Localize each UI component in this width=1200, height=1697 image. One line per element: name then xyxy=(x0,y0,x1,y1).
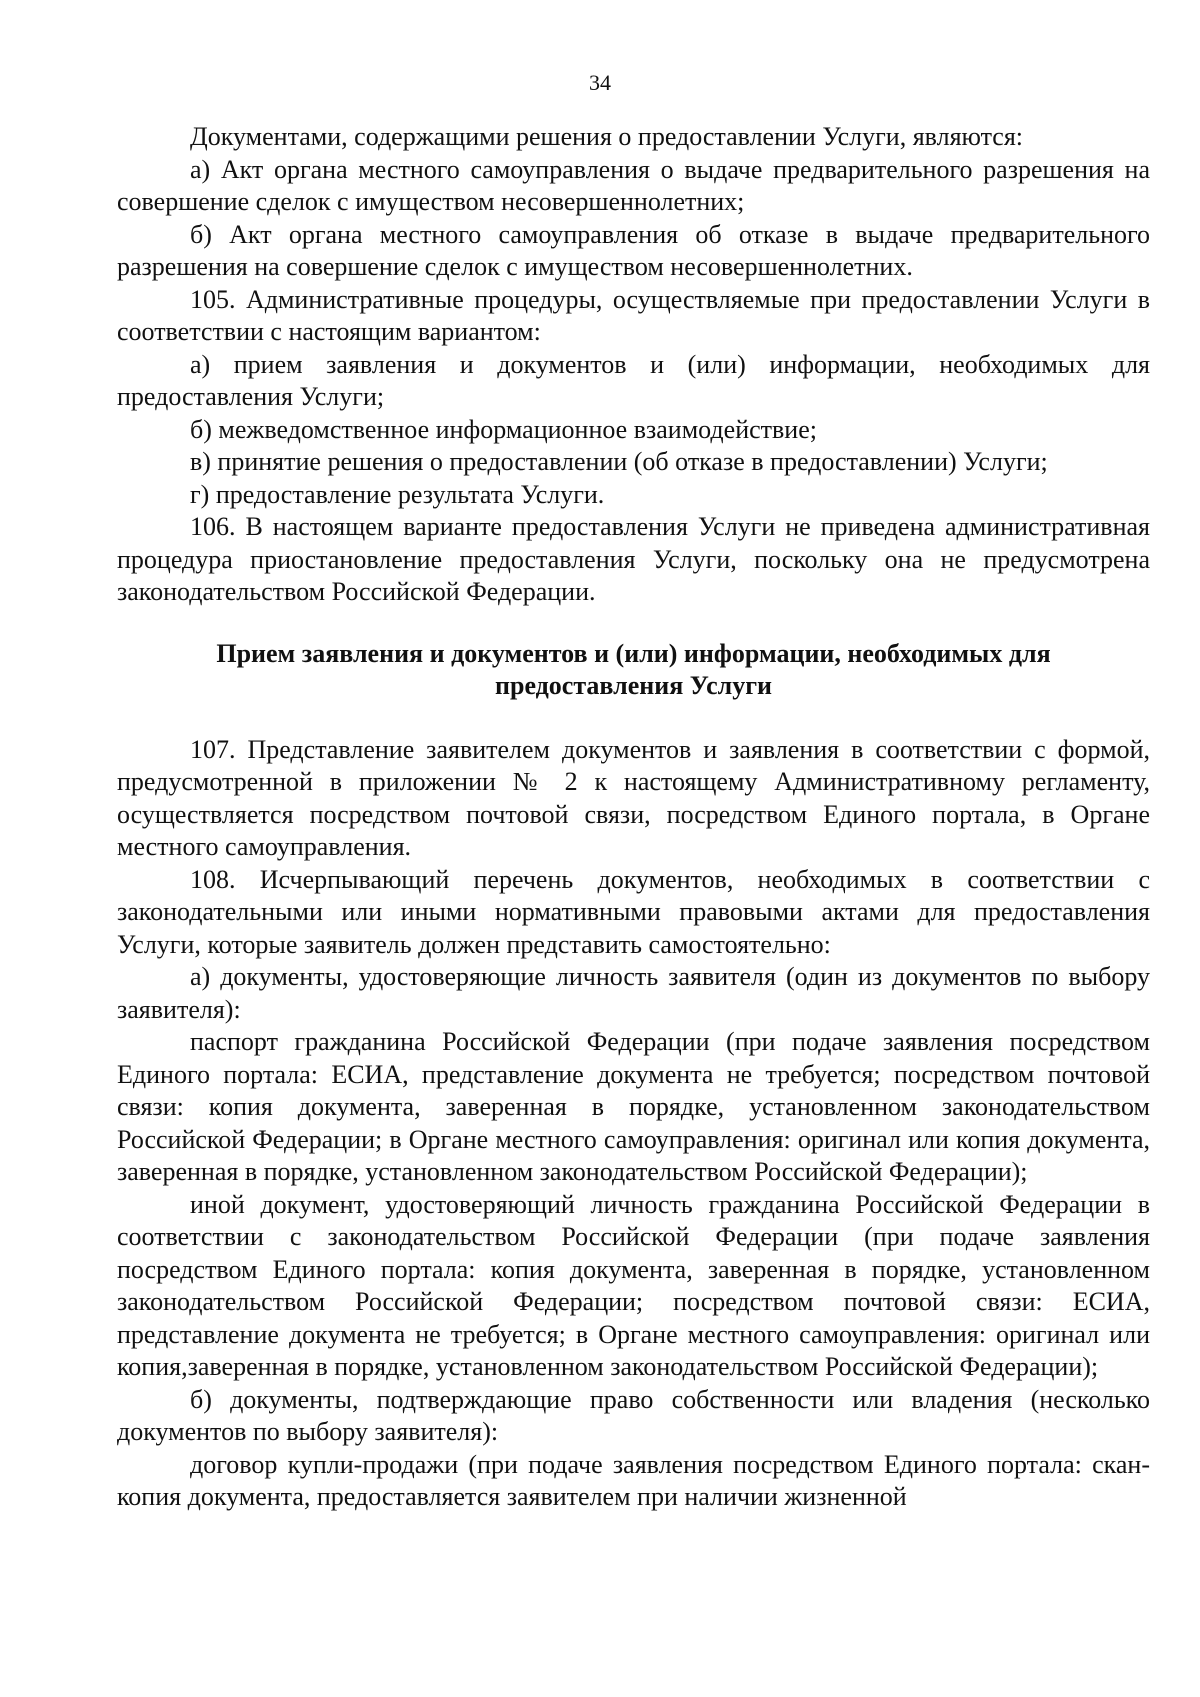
section-heading xyxy=(117,638,1150,703)
page-number: 34 xyxy=(589,70,611,95)
paragraph: Документами, содержащими решения о предоставлении Услуги, являются: xyxy=(190,122,1024,151)
paragraph: 106. В настоящем варианте предоставления Услуги не приведена административная процедура приостановление предоставления Услуги, поскольку она не предусмотрена законодательством Российской Федерации. xyxy=(117,512,1150,606)
paragraph: иной документ, удостоверяющий личность гражданина Российской Федерации в соответствии с законодательством Российской Федерации (при подаче заявления посредством Единого портала: копия документа, заверенная в порядке, установленном законодательством Российской Федерации; посредством почтовой связи: ЕСИА, представление документа не требуется; в Органе местного самоуправления: оригинал или копия,заверенная в порядке, установленном законодательством Российской Федерации); xyxy=(117,1189,1150,1381)
paragraph: договор купли-продажи (при подаче заявления посредством Единого портала: скан-копия документа, предоставляется заявителем при наличии жизненной xyxy=(117,1449,1150,1511)
paragraph: 107. Представление заявителем документов и заявления в соответствии с формой, предусмотренной в приложении № 2 к настоящему Административному регламенту, осуществляется посредством почтовой связи, посредством Единого портала, в Органе местного самоуправления. xyxy=(117,734,1150,861)
section-heading-line: предоставления Услуги xyxy=(495,671,772,700)
paragraph: а) Акт органа местного самоуправления о выдаче предварительного разрешения на совершение сделок с имуществом несовершеннолетних; xyxy=(117,154,1150,216)
paragraph: б) документы, подтверждающие право собственности или владения (несколько документов по выбору заявителя): xyxy=(117,1384,1150,1446)
paragraph: б) межведомственное информационное взаимодействие; xyxy=(190,414,817,444)
paragraph: а) документы, удостоверяющие личность заявителя (один из документов по выбору заявителя): xyxy=(117,962,1150,1024)
paragraph: в) принятие решения о предоставлении (об отказе в предоставлении) Услуги; xyxy=(190,447,1048,476)
paragraph: паспорт гражданина Российской Федерации (при подаче заявления посредством Единого портала: ЕСИА, представление документа не требуется; посредством почтовой связи: копия документа, заверенная в порядке, установленном законодательством Российской Федерации; в Органе местного самоуправления: оригинал или копия документа, заверенная в порядке, установленном законодательством Российской Федерации); xyxy=(117,1027,1150,1186)
paragraph: 108. Исчерпывающий перечень документов, необходимых в соответствии с законодательными или иными нормативными правовыми актами для предоставления Услуги, которые заявитель должен представить самостоятельно: xyxy=(117,864,1150,959)
paragraph: б) Акт органа местного самоуправления об отказе в выдаче предварительного разрешения на совершение сделок с имуществом несовершеннолетних. xyxy=(117,219,1150,281)
paragraph: 105. Административные процедуры, осуществляемые при предоставлении Услуги в соответствии с настоящим вариантом: xyxy=(117,284,1150,346)
paragraph: г) предоставление результата Услуги. xyxy=(190,479,605,509)
document-body xyxy=(117,121,1150,1514)
paragraph: а) прием заявления и документов и (или) информации, необходимых для предоставления Услуги; xyxy=(117,349,1150,411)
section-heading-line: Прием заявления и документов и (или) информации, необходимых для xyxy=(216,638,1051,668)
